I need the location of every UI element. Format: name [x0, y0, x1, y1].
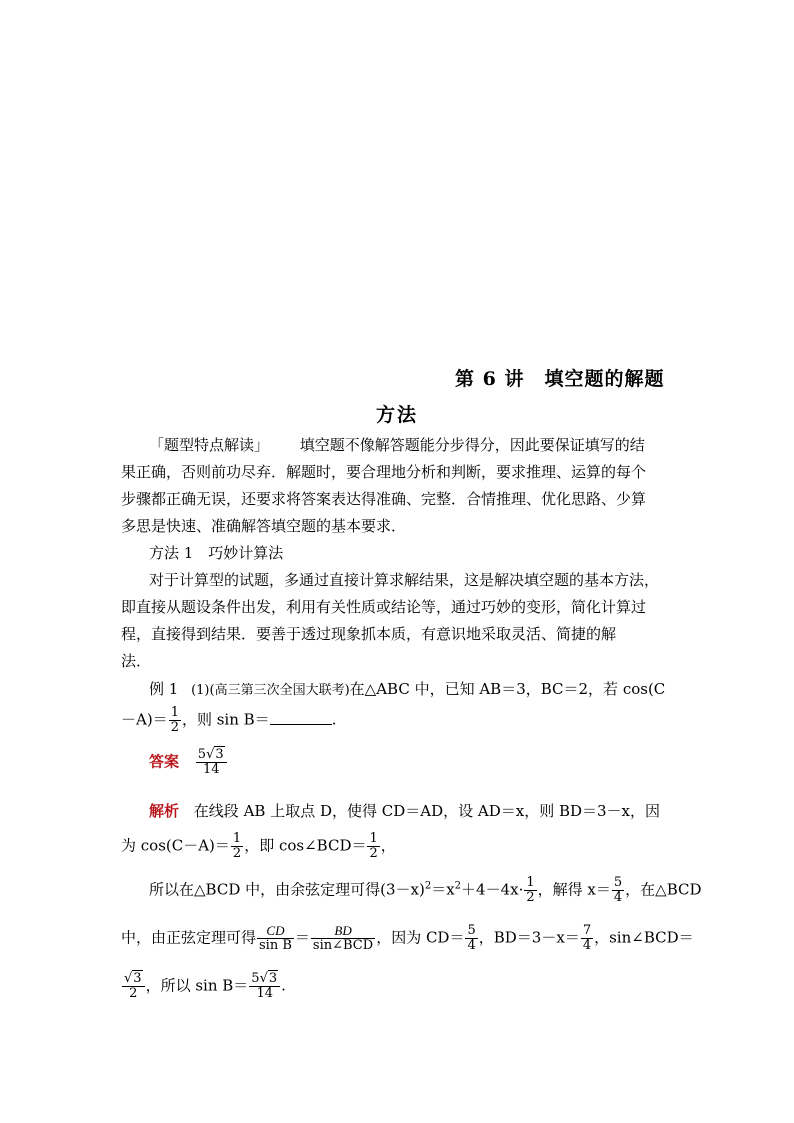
- analysis-text-2b: ，即 cos∠BCD＝: [244, 836, 367, 855]
- intro-label: 「题型特点解读」: [149, 436, 270, 454]
- fraction-cd-sinb: $\frac{CD}{\text{sin B}}$: [259, 923, 292, 953]
- example1-source: (1)(高三第三次全国大联考): [191, 683, 350, 698]
- fraction-one-half: $\frac{1}{2}$: [170, 705, 179, 735]
- example1-question: ，则 sin B＝: [181, 710, 270, 729]
- fraction-five-quarters: $\frac{5}{4}$: [613, 875, 623, 905]
- example1-line-1: [121, 678, 665, 699]
- method1-line-2: 即直接从题设条件出发，利用有关性质或结论等，通过巧妙的变形，简化计算过: [121, 598, 647, 616]
- fraction-5sqrt3-14: $\frac{5√3}{14}$: [249, 972, 280, 1001]
- analysis-text-5: ，所以 sin B＝: [145, 976, 249, 995]
- example1-stem-cont: －A)＝: [121, 710, 168, 729]
- fraction-sqrt3-half: $\frac{√3}{2}$: [122, 972, 145, 1001]
- analysis-text-3a: 所以在△BCD 中，由余弦定理可得(3－x): [149, 880, 425, 899]
- fraction-seven-quarters: $\frac{7}{4}$: [582, 923, 592, 953]
- answer-fraction: $\frac{5√3}{14}$: [196, 748, 227, 777]
- answer-label: 答案: [149, 752, 180, 771]
- intro-line-4: 多思是快速、准确解答填空题的基本要求．: [121, 517, 407, 535]
- analysis-text-4a: 中，由正弦定理可得: [121, 928, 257, 947]
- page-title-line1: 第 6 讲 填空题的解题: [455, 368, 665, 390]
- method1-line-3: 程，直接得到结果．要善于透过现象抓本质，有意识地采取灵活、简捷的解: [121, 625, 617, 643]
- example1-label: 例 1: [149, 680, 179, 698]
- method1-heading: 方法 1 巧妙计算法: [149, 544, 284, 562]
- page-title-line2: 方法: [376, 404, 419, 426]
- fraction-one-half: $\frac{1}{2}$: [232, 831, 242, 861]
- fraction-five-quarters: $\frac{5}{4}$: [467, 923, 476, 953]
- answer-row: [121, 748, 228, 777]
- method1-line-1: 对于计算型的试题，多通过直接计算求解结果，这是解决填空题的基本方法，: [149, 571, 660, 589]
- answer-blank: [270, 710, 332, 725]
- analysis-line-3: 所以在△BCD 中，由余弦定理可得$(3-x)^2=x^2+4-4x\cdot$ $\frac{1}{2}$ ，解得 x＝ $\frac{5}{4}$ ，在△BCD: [149, 875, 702, 905]
- intro-line-3: 步骤都正确无误，还要求将答案表达得准确、完整．合情推理、优化思路、少算: [121, 490, 647, 508]
- method1-line-4: 法．: [121, 652, 152, 670]
- fraction-bd-sinbcd: $\frac{BD}{\text{sin∠BCD}}$: [312, 923, 374, 953]
- intro-line-1: [121, 434, 645, 455]
- analysis-line-5: $\frac{√3}{2}$ ，所以 sin B＝ $\frac{5√3}{14}$ .: [124, 971, 286, 1001]
- analysis-line-4: 中，由正弦定理可得 $\frac{CD}{\text{sin B}}$ ＝ $\frac{BD}{\text{sin∠BCD}}$ ，因为 CD＝ $\frac{5}{4}$ ，BD＝3－x＝ $\frac{7}{4}$ ，sin∠BCD＝: [121, 923, 694, 953]
- fraction-one-half: $\frac{1}{2}$: [369, 831, 378, 861]
- analysis-text-1: 在线段 AB 上取点 D，使得 CD＝AD，设 AD＝x，则 BD＝3－x，因: [193, 802, 661, 820]
- analysis-text-2a: 为 cos(C－A)＝: [121, 836, 230, 855]
- analysis-line-1: [121, 800, 660, 821]
- example1-stem: 在△ABC 中，已知 AB＝3，BC＝2，若 cos(C: [349, 680, 666, 698]
- example1-line-2: －A)＝ $\frac{1}{2}$ ，则 sin B＝ .: [121, 705, 337, 735]
- fraction-one-half: $\frac{1}{2}$: [526, 875, 535, 905]
- analysis-line-2: 为 cos(C－A)＝ $\frac{1}{2}$ ，即 cos∠BCD＝ $\frac{1}{2}$ ，: [121, 831, 396, 861]
- analysis-label: 解析: [149, 802, 180, 820]
- intro-line-2: 果正确，否则前功尽弃．解题时，要合理地分析和判断，要求推理、运算的每个: [121, 463, 647, 481]
- intro-text: 填空题不像解答题能分步得分，因此要保证填写的结: [299, 436, 645, 454]
